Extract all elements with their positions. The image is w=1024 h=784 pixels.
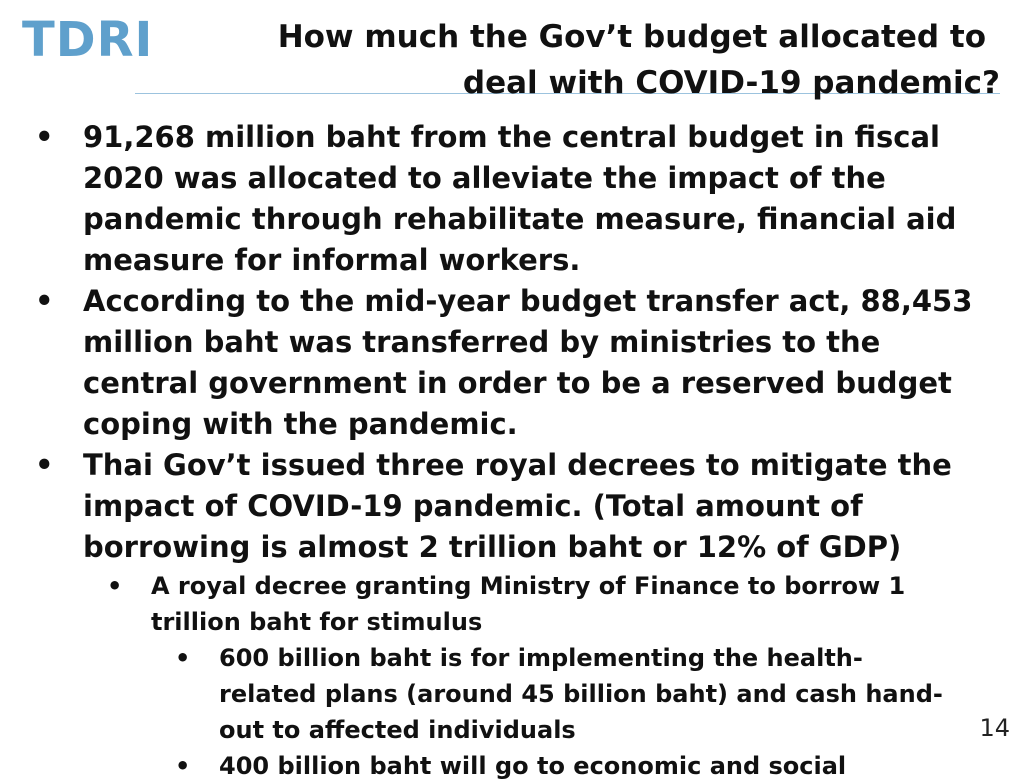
bullet-dot-icon: • bbox=[107, 572, 123, 600]
bullet-dot-icon: • bbox=[35, 448, 54, 482]
slide-body bbox=[0, 117, 1024, 784]
bullet-text: According to the mid-year budget transfer act, 88,453 million baht was transferred by ministries to the central government in order to be a reserved budget coping with the pandemic. bbox=[83, 284, 973, 441]
bullet-item bbox=[35, 117, 983, 281]
tdri-logo: TDRI bbox=[22, 12, 154, 68]
sub-sub-bullet-text: 600 billion baht is for implementing the health-related plans (around 45 billion baht) and cash hand-out to affected individuals bbox=[219, 644, 943, 744]
slide-title-line-2: deal with COVID-19 pandemic? bbox=[462, 65, 1000, 101]
page-number: 14 bbox=[979, 714, 1010, 742]
sub-sub-bullet-text: 400 billion baht will go to economic and social bbox=[219, 752, 847, 780]
bullet-text: 91,268 million baht from the central budget in fiscal 2020 was allocated to alleviate the impact of the pandemic through rehabilitate measure, financial aid measure for informal workers. bbox=[83, 120, 957, 277]
sub-bullet-text: A royal decree granting Ministry of Finance to borrow 1 trillion baht for stimulus bbox=[151, 572, 906, 636]
bullet-dot-icon: • bbox=[175, 752, 191, 780]
slide-title-line-1: How much the Gov’t budget allocated to bbox=[277, 19, 986, 55]
bullet-item bbox=[35, 281, 983, 445]
bullet-item bbox=[35, 445, 983, 568]
bullet-dot-icon: • bbox=[175, 644, 191, 672]
sub-sub-bullet-item bbox=[175, 748, 959, 784]
bullet-dot-icon: • bbox=[35, 120, 54, 154]
sub-bullet-item bbox=[107, 568, 996, 640]
slide-title bbox=[200, 14, 1000, 106]
sub-sub-bullet-item bbox=[175, 640, 959, 748]
bullet-text: Thai Gov’t issued three royal decrees to mitigate the impact of COVID-19 pandemic. (Total amount of borrowing is almost 2 trillion baht or 12% of GDP) bbox=[83, 448, 952, 564]
bullet-dot-icon: • bbox=[35, 284, 54, 318]
